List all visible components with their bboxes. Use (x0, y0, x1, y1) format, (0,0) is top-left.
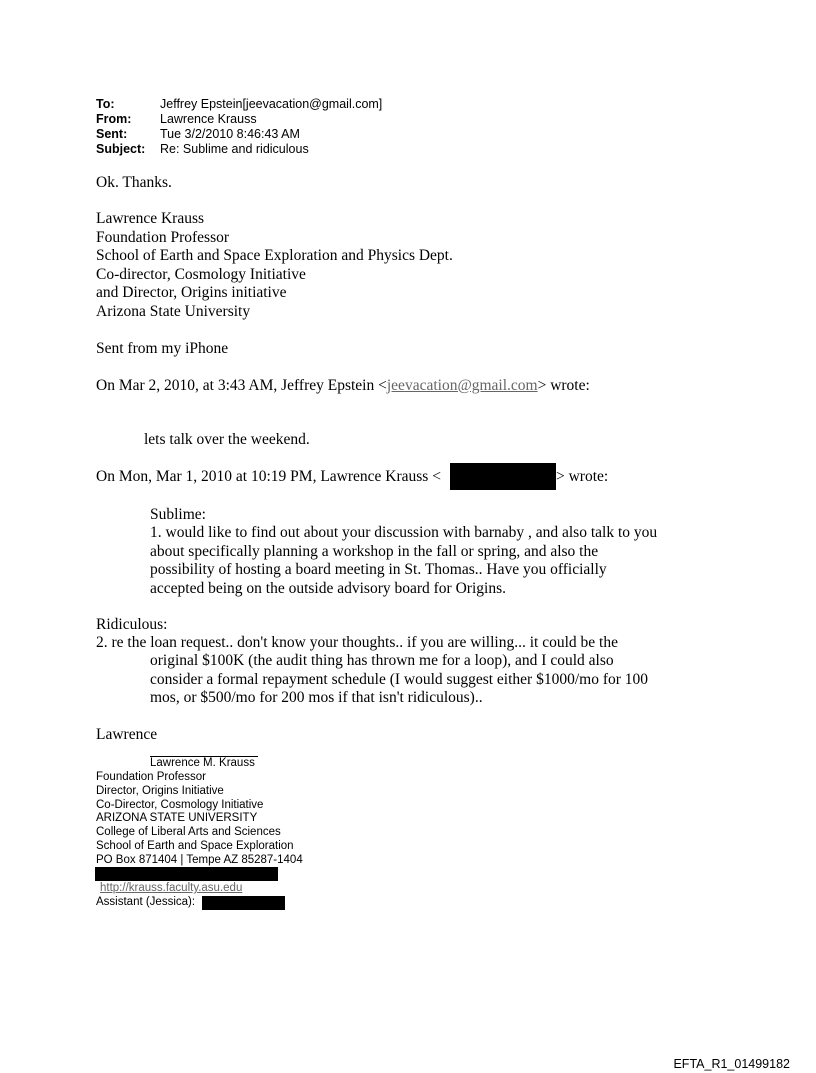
sublime-line: about specifically planning a workshop in the fall or spring, and also the (150, 542, 599, 560)
signature-line: Foundation Professor (96, 228, 230, 246)
signature-line: and Director, Origins initiative (96, 284, 287, 301)
redaction-bar (202, 896, 285, 910)
signature-line: Lawrence Krauss (96, 210, 205, 227)
subject-value: Re: Sublime and ridiculous (160, 142, 309, 156)
ridiculous-line: original $100K (the audit thing has thrown me for a loop), and I could also (150, 652, 614, 669)
sublime-paragraph (150, 524, 657, 598)
to-value: Jeffrey Epstein[jeevacation@gmail.com] (160, 97, 383, 111)
quote2-intro-suffix: > wrote: (556, 468, 609, 485)
reply-message: Ok. Thanks. (96, 174, 172, 191)
email-link[interactable]: jeevacation@gmail.com (386, 377, 538, 394)
sent-from-line: Sent from my iPhone (96, 340, 229, 357)
from-label: From: (96, 112, 132, 126)
signature-line: School of Earth and Space Exploration and Physics Dept. (96, 247, 453, 264)
signature-block-line: School of Earth and Space Exploration (96, 839, 294, 852)
signature-line: Arizona State University (96, 302, 251, 320)
signature-block-line: College of Liberal Arts and Sciences (96, 826, 281, 839)
signature-block-line: ARIZONA STATE UNIVERSITY (96, 812, 258, 825)
signature-block-line: Foundation Professor (96, 771, 206, 783)
signature-line: Co-director, Cosmology Initiative (96, 265, 306, 283)
sublime-line: accepted being on the outside advisory board for Origins. (150, 579, 506, 597)
closing-name: Lawrence (96, 726, 158, 743)
ridiculous-paragraph (150, 652, 648, 708)
signature-block-line: PO Box 871404 | Tempe AZ 85287-1404 (96, 853, 303, 866)
website-link[interactable]: http://krauss.faculty.asu.edu (100, 882, 243, 894)
signature-block (96, 771, 303, 868)
reply-signature (96, 210, 453, 321)
assistant-label: Assistant (Jessica): (96, 896, 196, 908)
signature-name: Lawrence M. Krauss (150, 757, 255, 769)
sublime-line: possibility of hosting a board meeting in St. Thomas.. Have you officially (150, 561, 607, 578)
sent-label: Sent: (96, 127, 128, 141)
quote1-message: lets talk over the weekend. (144, 431, 310, 448)
sublime-line: 1. would like to find out about your discussion with barnaby , and also talk to you (150, 524, 658, 541)
sent-value: Tue 3/2/2010 8:46:43 AM (160, 127, 300, 141)
ridiculous-line: consider a formal repayment schedule (I would suggest either $1000/mo for 100 (150, 670, 649, 688)
signature-block-line: Director, Origins Initiative (96, 784, 224, 797)
from-value: Lawrence Krauss (160, 112, 257, 126)
quote1-intro-suffix: > wrote: (537, 377, 590, 394)
ridiculous-line: mos, or $500/mo for 200 mos if that isn't ridiculous).. (150, 689, 483, 706)
subject-label: Subject: (96, 142, 146, 156)
quote1-intro (96, 377, 590, 396)
quote2-intro-prefix: On Mon, Mar 1, 2010 at 10:19 PM, Lawrence Krauss < (96, 468, 441, 485)
ridiculous-heading: Ridiculous: (96, 616, 168, 633)
to-label: To: (96, 97, 115, 111)
redaction-bar (95, 867, 278, 881)
redaction-bar (450, 463, 556, 490)
document-id: EFTA_R1_01499182 (673, 1057, 790, 1071)
ridiculous-first-line: 2. re the loan request.. don't know your thoughts.. if you are willing... it could be the (96, 634, 618, 651)
sublime-heading: Sublime: (150, 506, 206, 523)
quote1-intro-prefix: On Mar 2, 2010, at 3:43 AM, Jeffrey Epstein < (96, 377, 387, 394)
signature-block-line: Co-Director, Cosmology Initiative (96, 798, 264, 811)
